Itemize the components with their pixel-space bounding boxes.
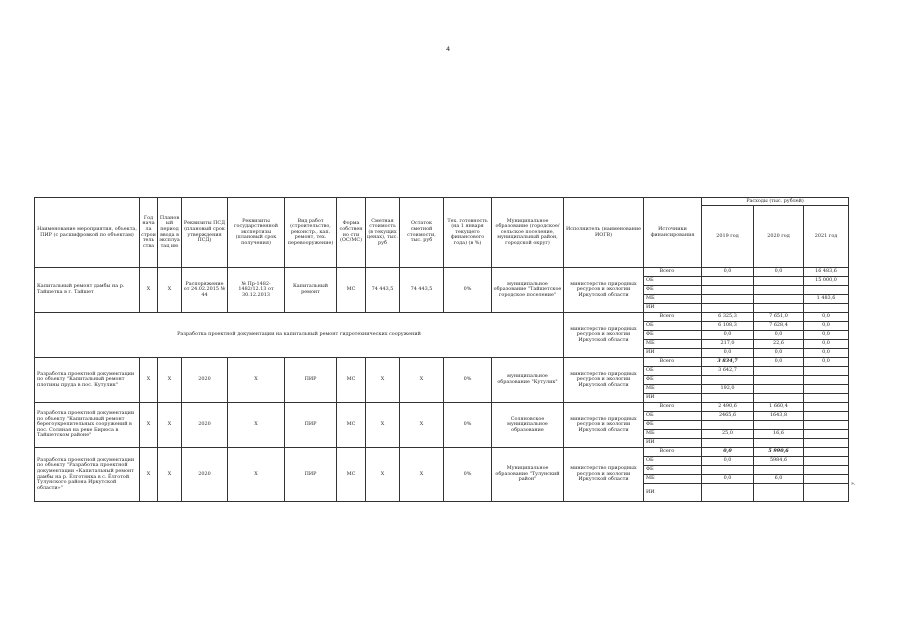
- fund-2020: [754, 376, 804, 385]
- fund-source: ИИ: [644, 349, 702, 358]
- fund-source: ФБ: [644, 376, 702, 385]
- fund-2020: 7 651,0: [754, 313, 804, 322]
- fund-source: ИИ: [644, 304, 702, 313]
- row-municipality: Соляновское муниципальное образование: [492, 403, 564, 448]
- fund-2019: [702, 439, 754, 448]
- fund-2019: [702, 304, 754, 313]
- row-municipality: муниципальное образование "Кутулик": [492, 358, 564, 403]
- fund-source: ОБ: [644, 322, 702, 331]
- fund-2019: [702, 286, 754, 295]
- fund-2021: 15 000,0: [804, 277, 849, 286]
- fund-2020: 7 628,4: [754, 322, 804, 331]
- header-funding-source: Источники финансирования: [644, 198, 702, 268]
- fund-2019: 217,0: [702, 340, 754, 349]
- fund-source: ФБ: [644, 421, 702, 430]
- page-number: 4: [446, 45, 451, 53]
- fund-2021: 0,0: [804, 322, 849, 331]
- fund-source: ФБ: [644, 466, 702, 475]
- fund-2021: [804, 403, 849, 412]
- header-planned-period: Плановый период ввода в эксплуатац ию: [158, 198, 182, 268]
- fund-source: [644, 313, 658, 322]
- fund-2019: 0,0: [702, 448, 754, 457]
- fund-2021: [804, 394, 849, 403]
- row-psd-details: 2020: [182, 358, 228, 403]
- section-title: Разработка проектной документации на капитальный ремонт гидротехнических сооружений: [35, 313, 564, 358]
- fund-2020: [754, 385, 804, 394]
- header-expenses: Расходы (тыс. рублей): [702, 198, 849, 206]
- fund-2020: [754, 421, 804, 430]
- fund-source: ИИ: [644, 394, 702, 403]
- fund-2020: 6,0: [754, 475, 804, 484]
- fund-subtotal-label: Всего: [658, 448, 702, 457]
- fund-2021: [804, 466, 849, 475]
- fund-2019: 3 834,7: [702, 358, 754, 367]
- fund-2019: [702, 277, 754, 286]
- header-start-year: Год начала строитель ства: [140, 198, 158, 268]
- fund-source: МБ: [644, 295, 702, 304]
- row-executor: министерство природных ресурсов и экологии Иркутской области: [564, 448, 644, 502]
- row-start-year: Х: [140, 403, 158, 448]
- fund-2021: [804, 448, 849, 457]
- fund-source: [644, 448, 658, 457]
- fund-2021: 0,0: [804, 340, 849, 349]
- fund-2020: 0,0: [754, 331, 804, 340]
- header-municipality: Муниципальное образование (городское/сельское поселение, муниципальный район, городской округ): [492, 198, 564, 268]
- fund-2021: [804, 385, 849, 394]
- fund-2020: [754, 277, 804, 286]
- row-executor: министерство природных ресурсов и экологии Иркутской области: [564, 403, 644, 448]
- fund-source: ОБ: [644, 367, 702, 376]
- fund-2019: [702, 421, 754, 430]
- row-name: Капитальный ремонт дамбы на р. Тайшетка в г. Тайшет: [35, 268, 140, 313]
- row-work-type: Капитальный ремонт: [285, 268, 337, 313]
- row-start-year: Х: [140, 448, 158, 502]
- fund-source: ОБ: [644, 277, 702, 286]
- fund-2020: [754, 466, 804, 475]
- fund-2019: [702, 484, 754, 502]
- fund-2021: 0,0: [804, 349, 849, 358]
- row-psd-details: 2020: [182, 403, 228, 448]
- row-work-type: ПИР: [285, 403, 337, 448]
- fund-2021: [804, 412, 849, 421]
- row-estimate: 74 443,5: [366, 268, 400, 313]
- row-planned-period: Х: [158, 268, 182, 313]
- fund-2020: [754, 295, 804, 304]
- row-expertise: № Пр-1482-1482/12.13 от 30.12.2013: [228, 268, 285, 313]
- header-readiness: Тех. готовность (на 1 января текущего финансового года) (в %): [444, 198, 492, 268]
- row-estimate: Х: [366, 448, 400, 502]
- header-year-2021: 2021 год: [804, 206, 849, 268]
- row-start-year: Х: [140, 268, 158, 313]
- fund-2020: [754, 367, 804, 376]
- fund-source: МБ: [644, 340, 702, 349]
- fund-source: [644, 358, 658, 367]
- fund-2021: [804, 421, 849, 430]
- fund-2020: [754, 394, 804, 403]
- row-readiness: 0%: [444, 268, 492, 313]
- row-psd-details: 2020: [182, 448, 228, 502]
- fund-2020: 22,6: [754, 340, 804, 349]
- row-remaining: Х: [400, 448, 444, 502]
- row-planned-period: Х: [158, 403, 182, 448]
- fund-2020: 0,0: [754, 358, 804, 367]
- fund-2019: 0,0: [702, 268, 754, 277]
- row-ownership: МС: [337, 358, 366, 403]
- fund-2021: [804, 430, 849, 439]
- fund-2020: 5 990,6: [754, 448, 804, 457]
- fund-2021: 0,0: [804, 313, 849, 322]
- row-readiness: 0%: [444, 448, 492, 502]
- fund-source: ИИ: [644, 439, 702, 448]
- fund-2019: 2 490,6: [702, 403, 754, 412]
- fund-subtotal-label: Всего: [658, 313, 702, 322]
- fund-2020: [754, 304, 804, 313]
- row-executor: министерство природных ресурсов и экологии Иркутской области: [564, 268, 644, 313]
- fund-subtotal-label: Всего: [658, 358, 702, 367]
- fund-2021: [804, 286, 849, 295]
- fund-2019: 2465,6: [702, 412, 754, 421]
- fund-2020: 1643,8: [754, 412, 804, 421]
- fund-2021: [804, 376, 849, 385]
- row-planned-period: Х: [158, 448, 182, 502]
- fund-2019: [702, 376, 754, 385]
- fund-source: МБ: [644, 385, 702, 394]
- fund-source: ФБ: [644, 286, 702, 295]
- fund-2019: 3 642,7: [702, 367, 754, 376]
- fund-2020: 5984,6: [754, 457, 804, 466]
- header-remaining: Остаток сметной стоимости, тыс. руб: [400, 198, 444, 268]
- fund-source: [644, 268, 658, 277]
- fund-2021: [804, 439, 849, 448]
- fund-2020: 16,6: [754, 430, 804, 439]
- fund-source: [644, 403, 658, 412]
- fund-source: МБ: [644, 475, 702, 484]
- row-name: Разработка проектной документации по объекту "Капитальный ремонт берегоукрепительных сооружений в пос. Соляная на реке Бирюса в Тайшетском районе": [35, 403, 140, 448]
- row-expertise: Х: [228, 448, 285, 502]
- fund-2019: 192,0: [702, 385, 754, 394]
- fund-2020: 0,0: [754, 349, 804, 358]
- plan-table-sheet: [34, 197, 848, 493]
- fund-2019: [702, 295, 754, 304]
- row-work-type: ПИР: [285, 448, 337, 502]
- fund-2019: 25,0: [702, 430, 754, 439]
- row-start-year: Х: [140, 358, 158, 403]
- fund-2021: [804, 367, 849, 376]
- fund-source: ФБ: [644, 331, 702, 340]
- header-estimate: Сметная стоимость (в текущих ценах), тыс. руб: [366, 198, 400, 268]
- fund-2021: [804, 457, 849, 466]
- fund-subtotal-label: Всего: [658, 268, 702, 277]
- row-ownership: МС: [337, 448, 366, 502]
- fund-2020: 1 660,4: [754, 403, 804, 412]
- plan-table: [34, 197, 849, 502]
- fund-2020: [754, 439, 804, 448]
- header-name: Наименование мероприятия, объекта, ПИР (с расшифровкой по объектам): [35, 198, 140, 268]
- header-executor: Исполнитель (наименование ИОГВ): [564, 198, 644, 268]
- row-estimate: Х: [366, 403, 400, 448]
- fund-2019: 0,0: [702, 475, 754, 484]
- header-psd-details: Реквизиты ПСД (плановый срок утверждения ПСД): [182, 198, 228, 268]
- fund-2020: 0,0: [754, 268, 804, 277]
- fund-2021: 0,0: [804, 358, 849, 367]
- row-expertise: Х: [228, 403, 285, 448]
- fund-2019: 0,0: [702, 331, 754, 340]
- row-name: Разработка проектной документации по объекту "Разработка проектной документации «Капитальный ремонт дамбы на р. Ёлготянка в с. Ёлготой Тулунского района Иркутской области»": [35, 448, 140, 502]
- row-ownership: МС: [337, 268, 366, 313]
- row-remaining: Х: [400, 358, 444, 403]
- fund-2020: [754, 286, 804, 295]
- fund-2019: [702, 466, 754, 475]
- header-expertise: Реквизиты государственной экспертизы (плановый срок получения): [228, 198, 285, 268]
- row-remaining: 74 443,5: [400, 268, 444, 313]
- row-expertise: Х: [228, 358, 285, 403]
- fund-2021: 16 483,6: [804, 268, 849, 277]
- fund-source: МБ: [644, 430, 702, 439]
- fund-source: ОБ: [644, 412, 702, 421]
- fund-2019: 6 108,3: [702, 322, 754, 331]
- fund-2021: [804, 484, 849, 502]
- fund-2019: 6 325,3: [702, 313, 754, 322]
- row-readiness: 0%: [444, 403, 492, 448]
- row-ownership: МС: [337, 403, 366, 448]
- fund-subtotal-label: Всего: [658, 403, 702, 412]
- fund-2019: [702, 394, 754, 403]
- row-executor: министерство природных ресурсов и экологии Иркутской области: [564, 313, 644, 358]
- fund-2021: 0,0: [804, 331, 849, 340]
- row-remaining: Х: [400, 403, 444, 448]
- header-year-2019: 2019 год: [702, 206, 754, 268]
- header-work-type: Вид работ (строительство, реконстр., кап. ремонт, тех. перевооружение): [285, 198, 337, 268]
- fund-2021: 1 483,6: [804, 295, 849, 304]
- header-year-2020: 2020 год: [754, 206, 804, 268]
- fund-2021: [804, 304, 849, 313]
- row-name: Разработка проектной документации по объекту "Капитальный ремонт плотины пруда в пос. Кутулик": [35, 358, 140, 403]
- fund-2020: [754, 484, 804, 502]
- fund-source: ИИ: [644, 484, 702, 502]
- row-readiness: 0%: [444, 358, 492, 403]
- fund-2021: [804, 475, 849, 484]
- row-planned-period: Х: [158, 358, 182, 403]
- closing-quote-mark: ».: [851, 481, 856, 487]
- fund-2019: 0,0: [702, 457, 754, 466]
- header-ownership: Форма собственно сти (ОС/МС): [337, 198, 366, 268]
- fund-2019: 0,0: [702, 349, 754, 358]
- row-estimate: Х: [366, 358, 400, 403]
- row-municipality: муниципальное образование "Тайшетское городское поселение": [492, 268, 564, 313]
- row-psd-details: Распоряжение от 24.02.2015 № 44: [182, 268, 228, 313]
- row-executor: министерство природных ресурсов и экологии Иркутской области: [564, 358, 644, 403]
- fund-source: ОБ: [644, 457, 702, 466]
- row-work-type: ПИР: [285, 358, 337, 403]
- row-municipality: Муниципальное образование "Тулунский район": [492, 448, 564, 502]
